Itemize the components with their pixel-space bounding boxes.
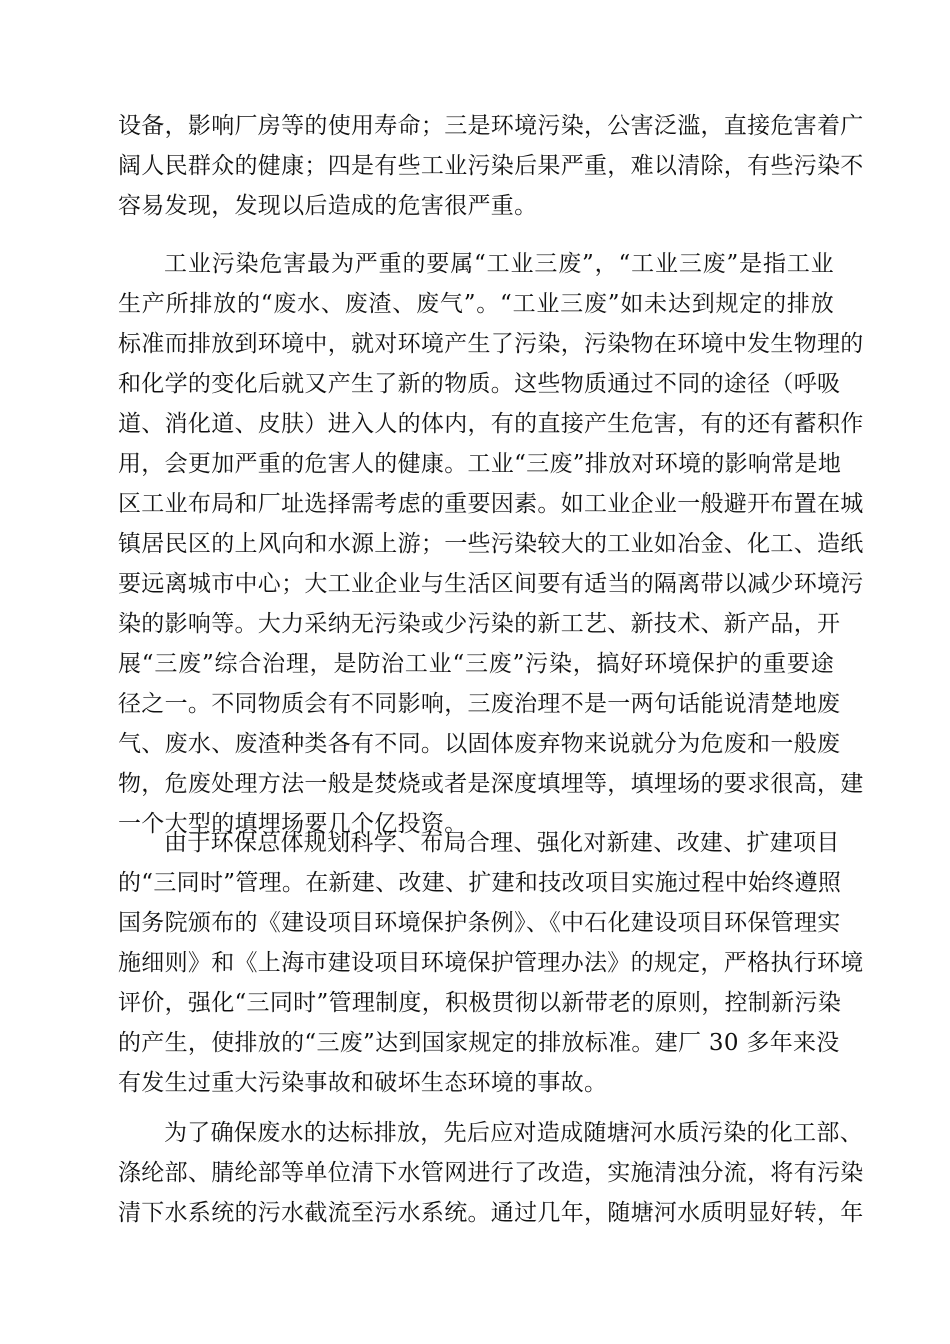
text-line: 清下水系统的污水截流至污水系统。通过几年，随塘河水质明显好转，年: [118, 1200, 864, 1226]
text-line: 容易发现，发现以后造成的危害很严重。: [118, 193, 538, 219]
text-line: 道、消化道、皮肤）进入人的体内，有的直接产生危害，有的还有蓄积作: [118, 411, 864, 437]
text-line: 物，危废处理方法一般是焚烧或者是深度填埋等，填埋场的要求很高，建: [118, 771, 864, 797]
text-line: 评价，强化“三同时”管理制度，积极贯彻以新带老的原则，控制新污染: [118, 990, 842, 1016]
paragraph-1: [118, 106, 864, 226]
text-line: 染的影响等。大力采纳无污染或少污染的新工艺、新技术、新产品，开: [118, 611, 841, 637]
text-line: 工业污染危害最为严重的要属“工业三废”，“工业三废”是指工业: [164, 251, 834, 277]
text-line: 展“三废”综合治理，是防治工业“三废”污染，搞好环境保护的重要途: [118, 651, 834, 677]
paragraph-4: [118, 1113, 864, 1233]
text-line: 镇居民区的上风向和水源上游；一些污染较大的工业如冶金、化工、造纸: [118, 531, 864, 557]
text-line: 气、废水、废渣种类各有不同。以固体废弃物来说就分为危废和一般废: [118, 731, 841, 757]
text-line: 涤纶部、腈纶部等单位清下水管网进行了改造，实施清浊分流，将有污染: [118, 1160, 864, 1186]
paragraph-3: [118, 823, 864, 1103]
text-line: 用，会更加严重的危害人的健康。工业“三废”排放对环境的影响常是地: [118, 451, 842, 477]
text-line: 径之一。不同物质会有不同影响，三废治理不是一两句话能说清楚地废: [118, 691, 841, 717]
paragraph-2: [118, 244, 864, 844]
text-line: 一个大型的填埋场要几个亿投资。: [118, 811, 468, 837]
text-line: 区工业布局和厂址选择需考虑的重要因素。如工业企业一般避开布置在城: [118, 491, 864, 517]
text-line: 由于环保总体规划科学、布局合理、强化对新建、改建、扩建项目: [164, 830, 840, 856]
text-line: 和化学的变化后就又产生了新的物质。这些物质通过不同的途径（呼吸: [118, 371, 841, 397]
text-line: 标准而排放到环境中，就对环境产生了污染，污染物在环境中发生物理的: [118, 331, 864, 357]
text-line: 的“三同时”管理。在新建、改建、扩建和技改项目实施过程中始终遵照: [118, 870, 842, 896]
text-line: 阔人民群众的健康；四是有些工业污染后果严重，难以清除，有些污染不: [118, 153, 864, 179]
text-line: 生产所排放的“废水、废渣、废气”。“工业三废”如未达到规定的排放: [118, 291, 834, 317]
text-line: 为了确保废水的达标排放，先后应对造成随塘河水质污染的化工部、: [164, 1120, 863, 1146]
text-line: 国务院颁布的《建设项目环境保护条例》、《中石化建设项目环保管理实: [118, 910, 841, 936]
text-line: 的产生，使排放的“三废”达到国家规定的排放标准。建厂 30 多年来没: [118, 1030, 840, 1056]
text-line: 有发生过重大污染事故和破坏生态环境的事故。: [118, 1070, 608, 1096]
text-line: 要远离城市中心；大工业企业与生活区间要有适当的隔离带以减少环境污: [118, 571, 864, 597]
text-line: 施细则》和《上海市建设项目环境保护管理办法》的规定，严格执行环境: [118, 950, 864, 976]
text-line: 设备，影响厂房等的使用寿命；三是环境污染，公害泛滥，直接危害着广: [118, 113, 864, 139]
